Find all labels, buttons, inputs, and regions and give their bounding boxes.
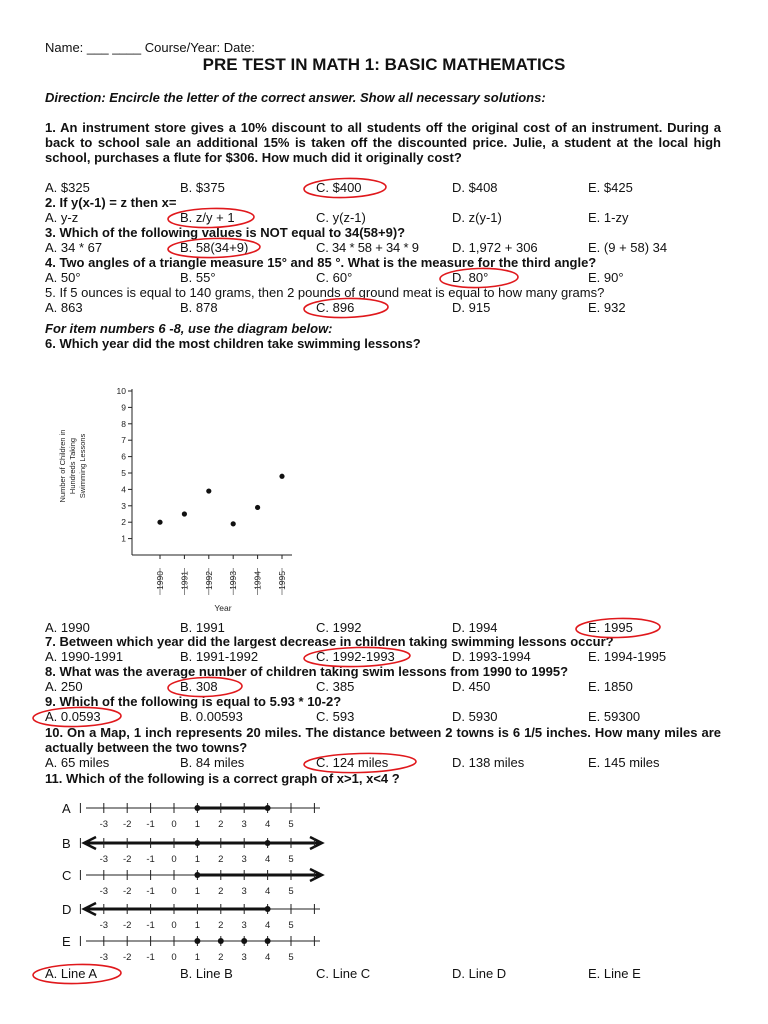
number-line-tick-label: -1 [146, 952, 155, 963]
question-4: 4. Two angles of a triangle measure 15° and 85 °. What is the measure for the third angle? [45, 255, 597, 270]
number-line-tick-label: 0 [171, 819, 177, 830]
q8-option-e[interactable]: E. 1850 [588, 679, 633, 694]
q5-option-e[interactable]: E. 932 [588, 300, 626, 315]
number-line-tick-label: 2 [218, 952, 224, 963]
q3-option-b[interactable]: B. 58(34+9) [180, 240, 249, 255]
answer-circle [576, 617, 660, 638]
number-line-tick-label: 4 [264, 952, 271, 963]
q9-option-e[interactable]: E. 59300 [588, 709, 641, 724]
y-axis-title-line: Swimming Lessons [78, 433, 87, 499]
x-tick-label: 1994 [252, 571, 263, 590]
question-6: 6. Which year did the most children take swimming lessons? [45, 336, 421, 351]
number-line-tick-label: 5 [288, 886, 294, 897]
q10-option-d[interactable]: D. 138 miles [452, 755, 525, 770]
number-line-tick-label: 0 [171, 854, 177, 865]
q7-option-e[interactable]: E. 1994-1995 [588, 649, 667, 664]
q10-option-b[interactable]: B. 84 miles [180, 755, 245, 770]
number-line-tick-label: 1 [194, 886, 201, 897]
number-line-tick-label: 4 [264, 819, 271, 830]
number-line-tick-label: 1 [194, 819, 201, 830]
y-tick-label: 9 [121, 402, 126, 413]
question-10: 10. On a Map, 1 inch represents 20 miles. The distance between 2 towns is 6 1/5 inches. How many miles are actually between the two towns? [45, 725, 721, 755]
answer-circle [304, 177, 386, 198]
number-line-label: A [62, 801, 71, 816]
y-tick-label: 6 [121, 451, 126, 462]
y-tick-label: 3 [121, 500, 126, 511]
q11-option-e[interactable]: E. Line E [588, 966, 641, 981]
number-line-tick-label: 5 [288, 920, 294, 931]
number-line-tick-label: 1 [194, 920, 201, 931]
answer-circle [33, 963, 121, 984]
y-tick-label: 2 [121, 517, 126, 528]
answer-circle [304, 752, 416, 774]
q2-option-c[interactable]: C. y(z-1) [316, 210, 366, 225]
question-2: 2. If y(x-1) = z then x= [45, 195, 177, 210]
q9-option-b[interactable]: B. 0.00593 [180, 709, 243, 724]
y-axis-title-line: Hundreds Taking [68, 437, 77, 495]
q10-option-c[interactable]: C. 124 miles [316, 755, 389, 770]
answer-circle [168, 677, 242, 698]
q9-option-a[interactable]: A. 0.0593 [45, 709, 101, 724]
q1-option-d[interactable]: D. $408 [452, 180, 498, 195]
q4-option-b[interactable]: B. 55° [180, 270, 216, 285]
number-line-tick-label: 5 [288, 854, 294, 865]
number-line-tick-label: 0 [171, 920, 177, 931]
number-line-tick-label: -2 [122, 854, 132, 865]
answer-circle [304, 297, 388, 318]
q4-option-e[interactable]: E. 90° [588, 270, 624, 285]
diagram-note: For item numbers 6 -8, use the diagram below: [45, 321, 333, 336]
question-11: 11. Which of the following is a correct graph of x>1, x<4 ? [45, 771, 400, 786]
number-line-tick-label: 2 [218, 819, 224, 830]
q6-option-e[interactable]: E. 1995 [588, 620, 633, 635]
number-line-label: B [62, 836, 71, 851]
number-line-tick-label: 3 [241, 920, 247, 931]
direction-text: Direction: Encircle the letter of the correct answer. Show all necessary solutions: [45, 90, 546, 105]
number-line-label: E [62, 934, 71, 949]
answer-circle [440, 267, 518, 288]
y-tick-label: 10 [116, 386, 126, 396]
q5-option-b[interactable]: B. 878 [180, 300, 218, 315]
answer-circle [168, 207, 254, 228]
answer-circle [33, 706, 121, 727]
number-line-tick-label: 3 [241, 952, 247, 963]
y-tick-label: 4 [121, 484, 126, 495]
number-line-tick-label: 0 [171, 886, 177, 897]
number-line-tick-label: 1 [194, 854, 201, 865]
number-line-tick-label: -3 [99, 854, 109, 865]
q8-option-c[interactable]: C. 385 [316, 679, 355, 694]
number-line-tick-label: -2 [122, 920, 132, 931]
q10-option-a[interactable]: A. 65 miles [45, 755, 110, 770]
number-line-tick-label: -2 [122, 952, 132, 963]
answer-circle [304, 646, 410, 668]
q5-option-a[interactable]: A. 863 [45, 300, 83, 315]
y-axis-title-line: Number of Children in [58, 429, 67, 503]
q6-option-c[interactable]: C. 1992 [316, 620, 362, 635]
q11-option-a[interactable]: A. Line A [45, 966, 98, 981]
number-line-tick-label: -1 [146, 854, 155, 865]
q6-option-b[interactable]: B. 1991 [180, 620, 225, 635]
q2-option-b[interactable]: B. z/y + 1 [180, 210, 235, 225]
q11-option-d[interactable]: D. Line D [452, 966, 507, 981]
number-line-tick-label: -1 [146, 920, 155, 931]
answer-circle [168, 237, 260, 258]
y-tick-label: 5 [121, 468, 126, 478]
number-line-tick-label: 1 [194, 952, 201, 963]
q3-option-c[interactable]: C. 34 * 58 + 34 * 9 [316, 240, 419, 255]
number-line-tick-label: 4 [264, 854, 271, 865]
x-axis-title: Year [214, 603, 232, 613]
number-line-tick-label: -3 [99, 952, 109, 963]
number-line-tick-label: 2 [218, 854, 224, 865]
number-line-tick-label: 4 [264, 886, 271, 897]
q8-option-b[interactable]: B. 308 [180, 679, 218, 694]
number-line-tick-label: 2 [218, 920, 224, 931]
number-line-tick-label: -3 [99, 920, 109, 931]
y-tick-label: 7 [121, 435, 126, 446]
number-line-tick-label: 3 [241, 886, 247, 897]
number-line-tick-label: -2 [122, 819, 132, 830]
number-line-label: C [62, 868, 72, 883]
number-line-tick-label: -1 [146, 886, 155, 897]
number-line-tick-label: 3 [241, 854, 247, 865]
number-line-tick-label: -1 [146, 819, 155, 830]
q9-option-c[interactable]: C. 593 [316, 709, 355, 724]
q3-option-e[interactable]: E. (9 + 58) 34 [588, 240, 668, 255]
q1-option-a[interactable]: A. $325 [45, 180, 90, 195]
number-line-tick-label: 3 [241, 819, 247, 830]
number-line-tick-label: -3 [99, 886, 109, 897]
question-8: 8. What was the average number of children taking swim lessons from 1990 to 1995? [45, 664, 569, 679]
number-line-tick-label: 5 [288, 952, 294, 963]
q4-option-d[interactable]: D. 80° [452, 270, 489, 285]
q3-option-a[interactable]: A. 34 * 67 [45, 240, 103, 255]
q7-option-d[interactable]: D. 1993-1994 [452, 649, 531, 664]
q7-option-b[interactable]: B. 1991-1992 [180, 649, 259, 664]
x-tick-label: 1995 [277, 571, 287, 590]
q8-option-d[interactable]: D. 450 [452, 679, 491, 694]
y-tick-label: 1 [121, 533, 126, 544]
q8-option-a[interactable]: A. 250 [45, 679, 83, 694]
q4-option-a[interactable]: A. 50° [45, 270, 81, 285]
q2-option-d[interactable]: D. z(y-1) [452, 210, 502, 225]
number-line-tick-label: 2 [218, 886, 224, 897]
question-9: 9. Which of the following is equal to 5.93 * 10-2? [45, 694, 342, 709]
q3-option-d[interactable]: D. 1,972 + 306 [452, 240, 538, 255]
number-line-tick-label: -2 [122, 886, 132, 897]
q2-option-e[interactable]: E. 1-zy [588, 210, 629, 225]
x-tick-label: 1993 [228, 571, 239, 590]
number-line-tick-label: 5 [288, 819, 294, 830]
q11-option-c[interactable]: C. Line C [316, 966, 371, 981]
q6-option-a[interactable]: A. 1990 [45, 620, 90, 635]
question-3: 3. Which of the following values is NOT equal to 34(58+9)? [45, 225, 406, 240]
x-tick-label: 1990 [155, 571, 165, 590]
q1-option-c[interactable]: C. $400 [316, 180, 362, 195]
q6-option-d[interactable]: D. 1994 [452, 620, 498, 635]
q1-option-e[interactable]: E. $425 [588, 180, 633, 195]
q4-option-c[interactable]: C. 60° [316, 270, 353, 285]
question-1: 1. An instrument store gives a 10% discount to all students off the original cost of an instrument. During a back to school sale an additional 15% is taken off the discounted price. Julie, a student at the local high school, purchases a flute for $306. How much did it originally cost? [45, 120, 721, 165]
number-line-tick-label: 4 [264, 920, 271, 931]
q10-option-e[interactable]: E. 145 miles [588, 755, 660, 770]
number-line-tick-label: -3 [99, 819, 109, 830]
q2-option-a[interactable]: A. y-z [45, 210, 79, 225]
q5-option-d[interactable]: D. 915 [452, 300, 491, 315]
q7-option-a[interactable]: A. 1990-1991 [45, 649, 124, 664]
name-line: Name: ___ ____ Course/Year: Date: [45, 40, 255, 55]
x-tick-label: 1992 [203, 571, 214, 590]
number-line-label: D [62, 902, 72, 917]
number-line-tick-label: 0 [171, 952, 177, 963]
question-7: 7. Between which year did the largest decrease in children taking swimming lessons occur? [45, 634, 614, 649]
x-tick-label: 1991 [179, 571, 190, 590]
y-tick-label: 8 [121, 418, 126, 429]
q7-option-c[interactable]: C. 1992-1993 [316, 649, 395, 664]
question-5: 5. If 5 ounces is equal to 140 grams, then 2 pounds of ground meat is equal to how many grams? [45, 285, 605, 300]
q1-option-b[interactable]: B. $375 [180, 180, 225, 195]
page-title: PRE TEST IN MATH 1: BASIC MATHEMATICS [202, 55, 566, 74]
q5-option-c[interactable]: C. 896 [316, 300, 355, 315]
q9-option-d[interactable]: D. 5930 [452, 709, 498, 724]
q11-option-b[interactable]: B. Line B [180, 966, 233, 981]
